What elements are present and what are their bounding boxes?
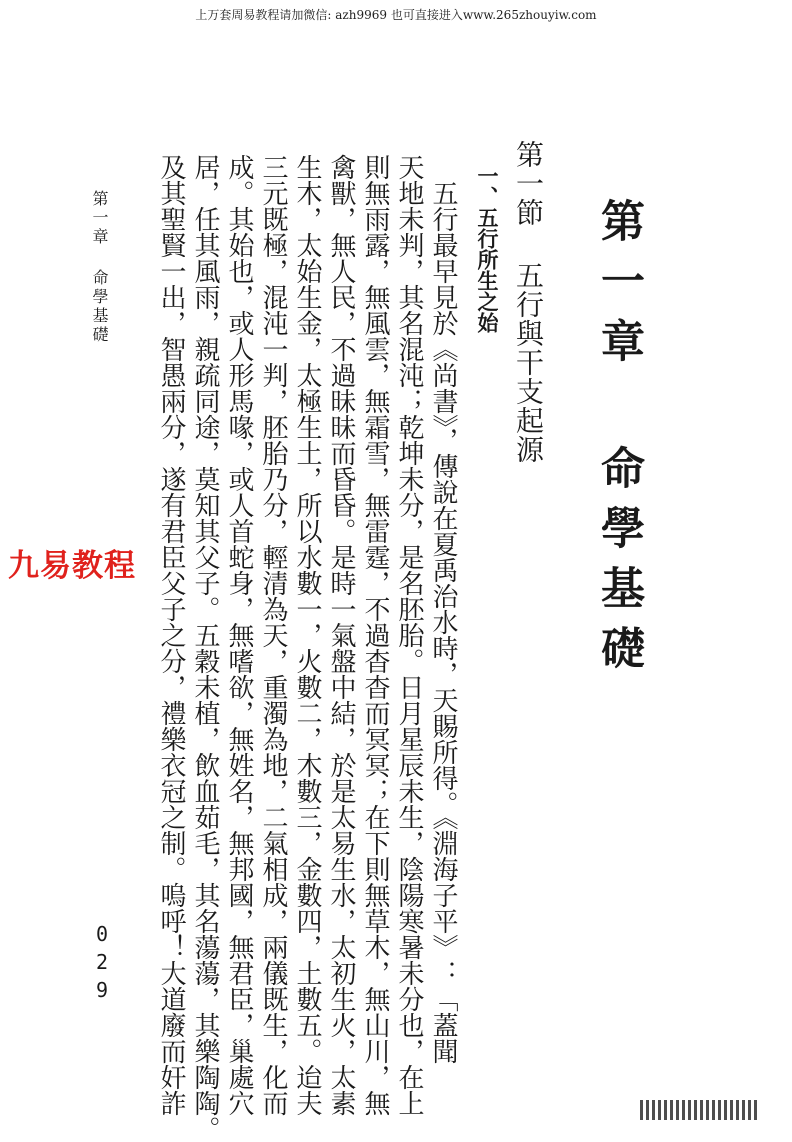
body-column-6: 三元既極，混沌一判，胚胎乃分，輕清為天，重濁為地，二氣相成，兩儀既生，化而	[258, 154, 288, 1116]
body-column-2: 天地未判，其名混沌；乾坤未分，是名胚胎。日月星辰未生，陰陽寒暑未分也，在上	[394, 154, 424, 1116]
body-column-1: 五行最早見於《尚書》，傳說在夏禹治水時，天賜所得。《淵海子平》：「蓋聞	[428, 180, 458, 1064]
body-column-9: 及其聖賢一出，智愚兩分，遂有君臣父子之分，禮樂衣冠之制。嗚呼！大道廢而奸詐	[156, 154, 186, 1116]
body-column-5: 生木，太始生金，太極生土，所以水數一，火數二，木數三，金數四，土數五。迨夫	[292, 154, 322, 1116]
body-column-8: 居，任其風雨，親疏同途，莫知其父子。五穀未植，飲血茹毛，其名蕩蕩，其樂陶陶。	[190, 154, 220, 1142]
chapter-title: 第一章 命學基礎	[593, 198, 644, 685]
subsection-title: 一、五行所生之始	[475, 165, 500, 333]
running-head: 第一章 命學基礎	[90, 190, 109, 345]
scan-artifact	[640, 1100, 760, 1120]
section-title: 第一節 五行與干支起源	[512, 140, 545, 464]
page-number: 029	[90, 922, 114, 1006]
body-column-4: 禽獸，無人民，不過昧昧而昏昏。是時一氣盤中結，於是太易生水，太初生火，太素	[326, 154, 356, 1116]
watermark: 九易教程	[8, 548, 136, 584]
header-note: 上万套周易教程请加微信: azh9969 也可直接进入www.265zhouyiw.com	[195, 8, 597, 22]
body-column-7: 成。其始也，或人形馬喙，或人首蛇身，無嗜欲，無姓名，無邦國，無君臣，巢處穴	[224, 154, 254, 1116]
body-column-3: 則無雨露，無風雲，無霜雪，無雷霆，不過杳杳而冥冥；在下則無草木，無山川，無	[360, 154, 390, 1116]
